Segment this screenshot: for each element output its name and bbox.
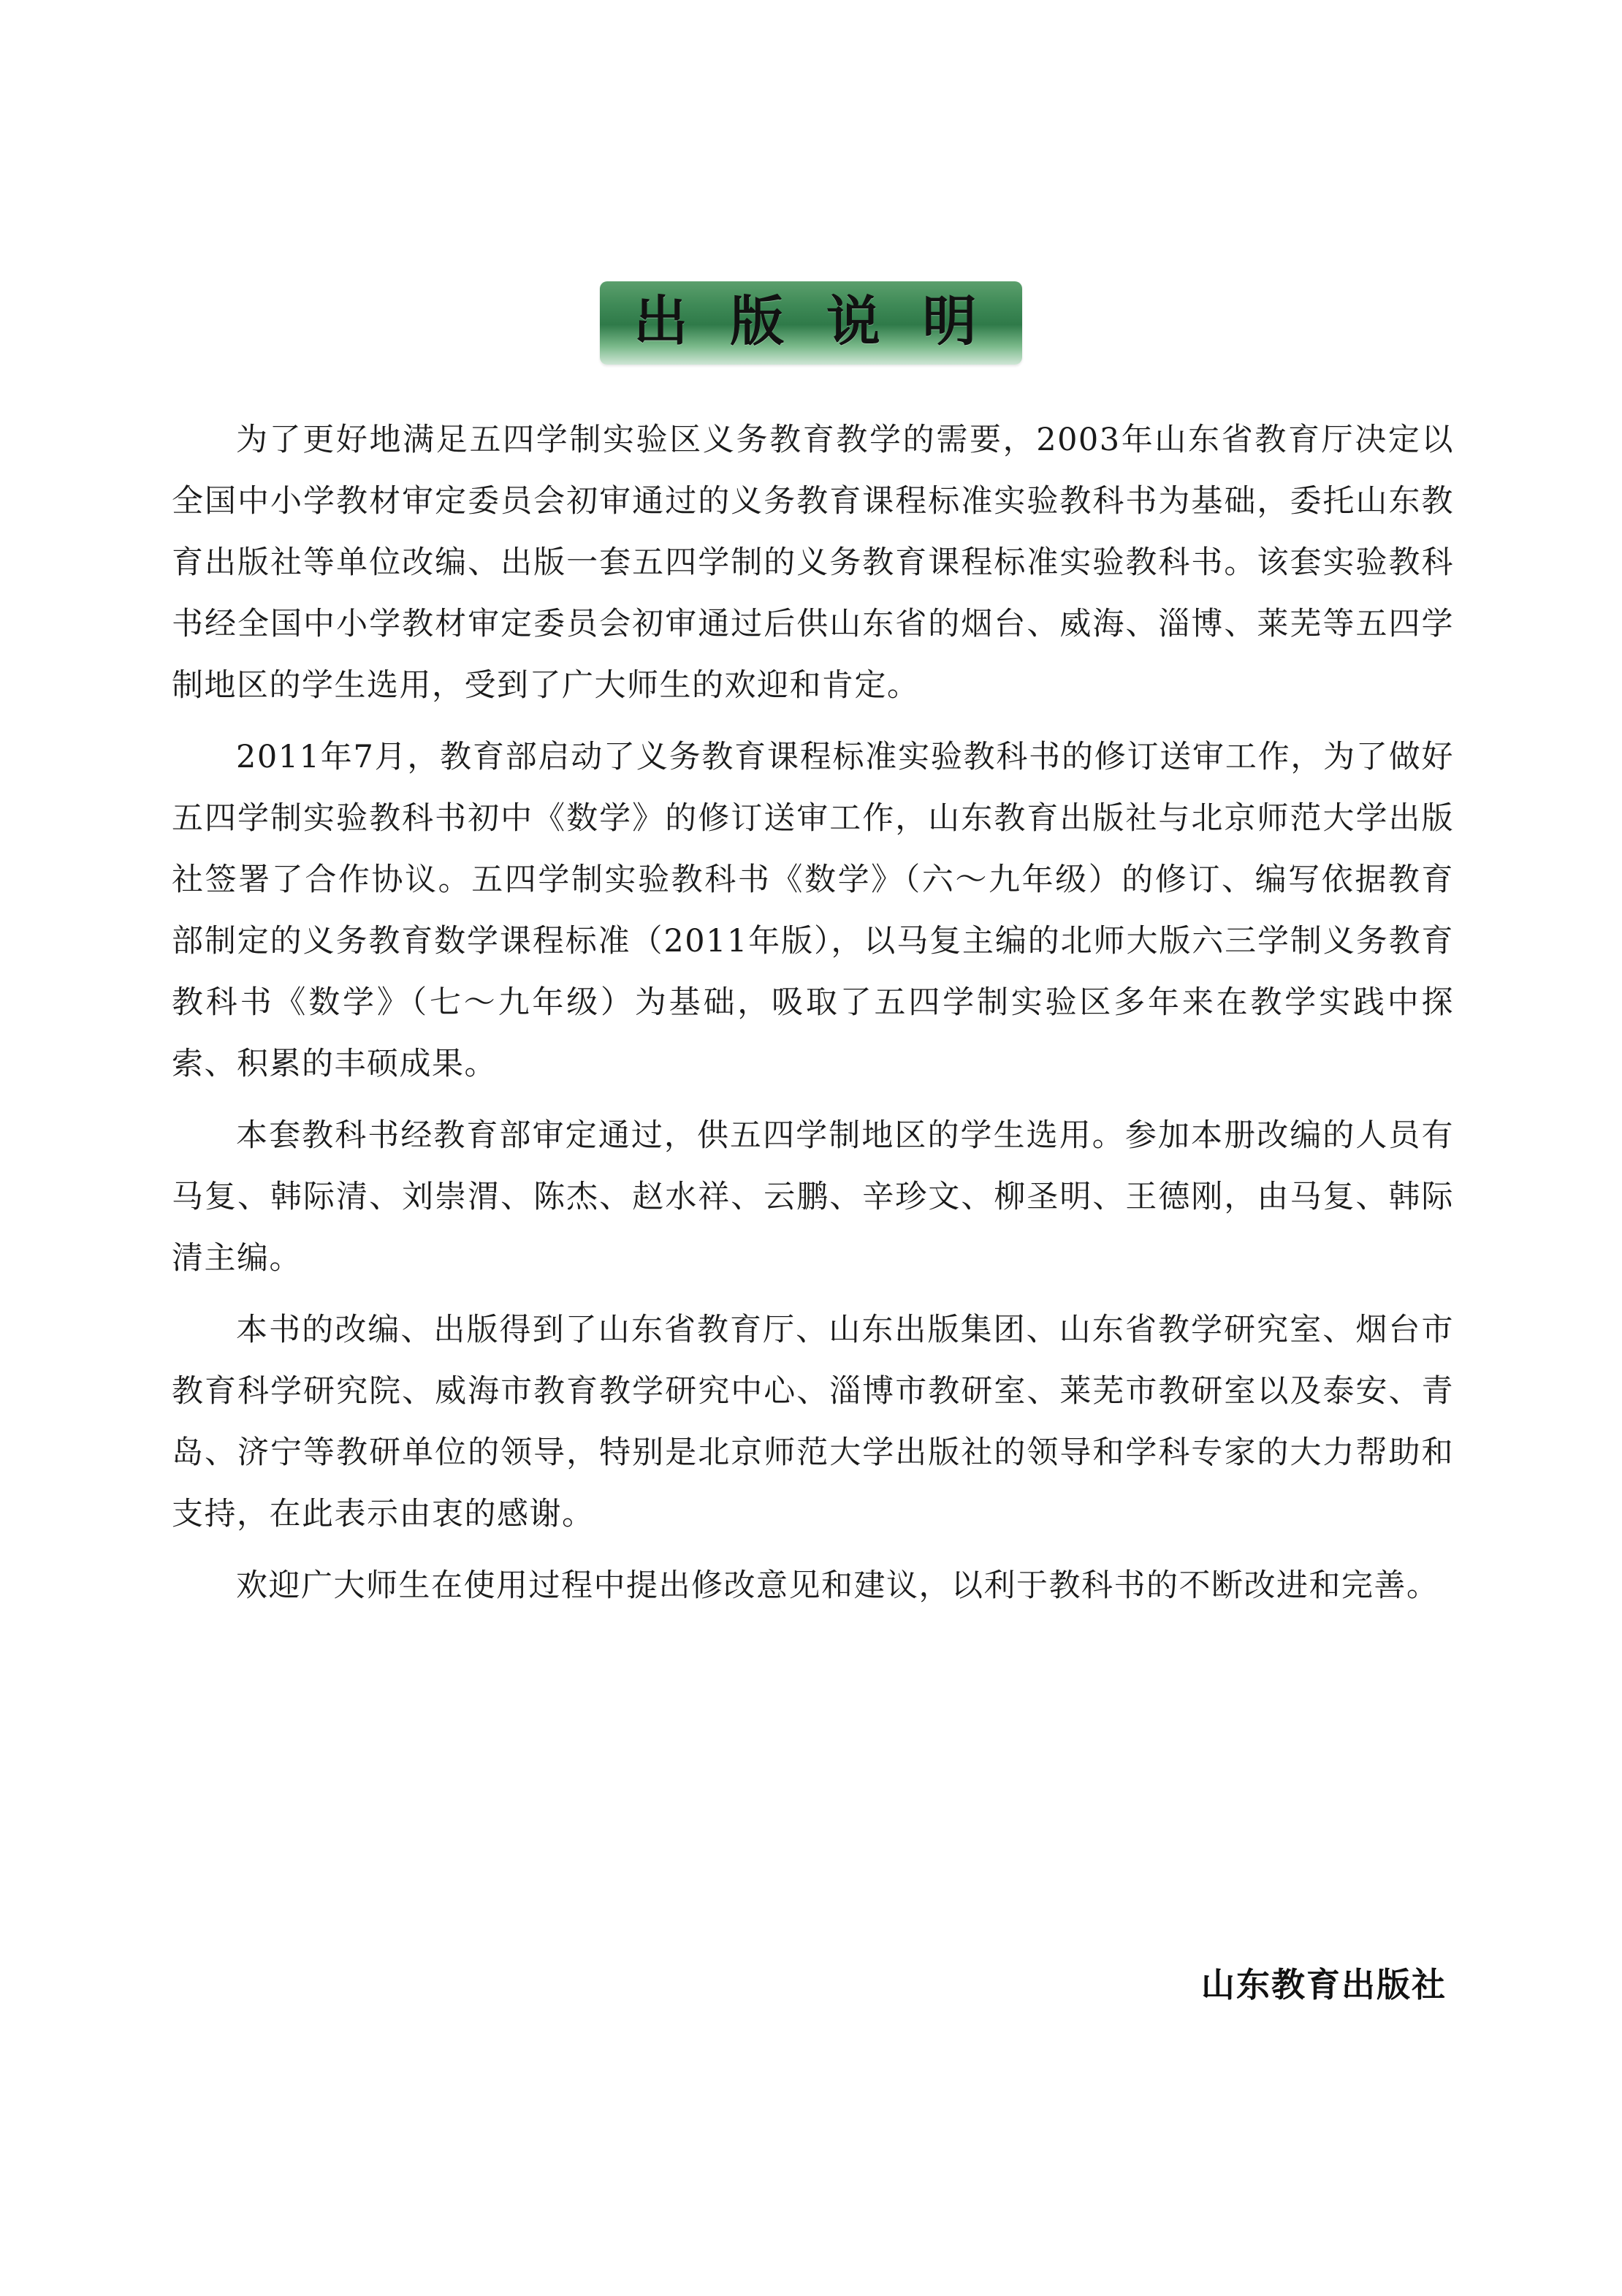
paragraph: 2011年7月，教育部启动了义务教育课程标准实验教科书的修订送审工作，为了做好五四学制实验教科书初中《数学》的修订送审工作，山东教育出版社与北京师范大学出版社签署了合作协议。五四学制实验教科书《数学》（六～九年级）的修订、编写依据教育部制定的义务教育数学课程标准（2011年版），以马复主编的北师大版六三学制义务教育教科书《数学》（七～九年级）为基础，吸取了五四学制实验区多年来在教学实践中探索、积累的丰硕成果。 <box>172 739 1454 1082</box>
publisher-signature: 山东教育出版社 <box>1201 1965 1447 2004</box>
page-title-banner <box>0 281 1622 365</box>
page-title: 出 版 说 明 <box>633 290 989 353</box>
paragraph: 为了更好地满足五四学制实验区义务教育教学的需要，2003年山东省教育厅决定以全国中小学教材审定委员会初审通过的义务教育课程标准实验教科书为基础，委托山东教育出版社等单位改编、出版一套五四学制的义务教育课程标准实验教科书。该套实验教科书经全国中小学教材审定委员会初审通过后供山东省的烟台、威海、淄博、莱芜等五四学制地区的学生选用，受到了广大师生的欢迎和肯定。 <box>172 422 1454 704</box>
body-content <box>172 409 1454 1627</box>
paragraph: 本套教科书经教育部审定通过，供五四学制地区的学生选用。参加本册改编的人员有马复、韩际清、刘崇渭、陈杰、赵水祥、云鹏、辛珍文、柳圣明、王德刚，由马复、韩际清主编。 <box>172 1117 1454 1277</box>
paragraph: 本书的改编、出版得到了山东省教育厅、山东出版集团、山东省教学研究室、烟台市教育科学研究院、威海市教育教学研究中心、淄博市教研室、莱芜市教研室以及泰安、青岛、济宁等教研单位的领导，特别是北京师范大学出版社的领导和学科专家的大力帮助和支持，在此表示由衷的感谢。 <box>172 1312 1454 1532</box>
paragraph: 欢迎广大师生在使用过程中提出修改意见和建议，以利于教科书的不断改进和完善。 <box>236 1567 1439 1604</box>
title-banner-background <box>600 281 1021 365</box>
